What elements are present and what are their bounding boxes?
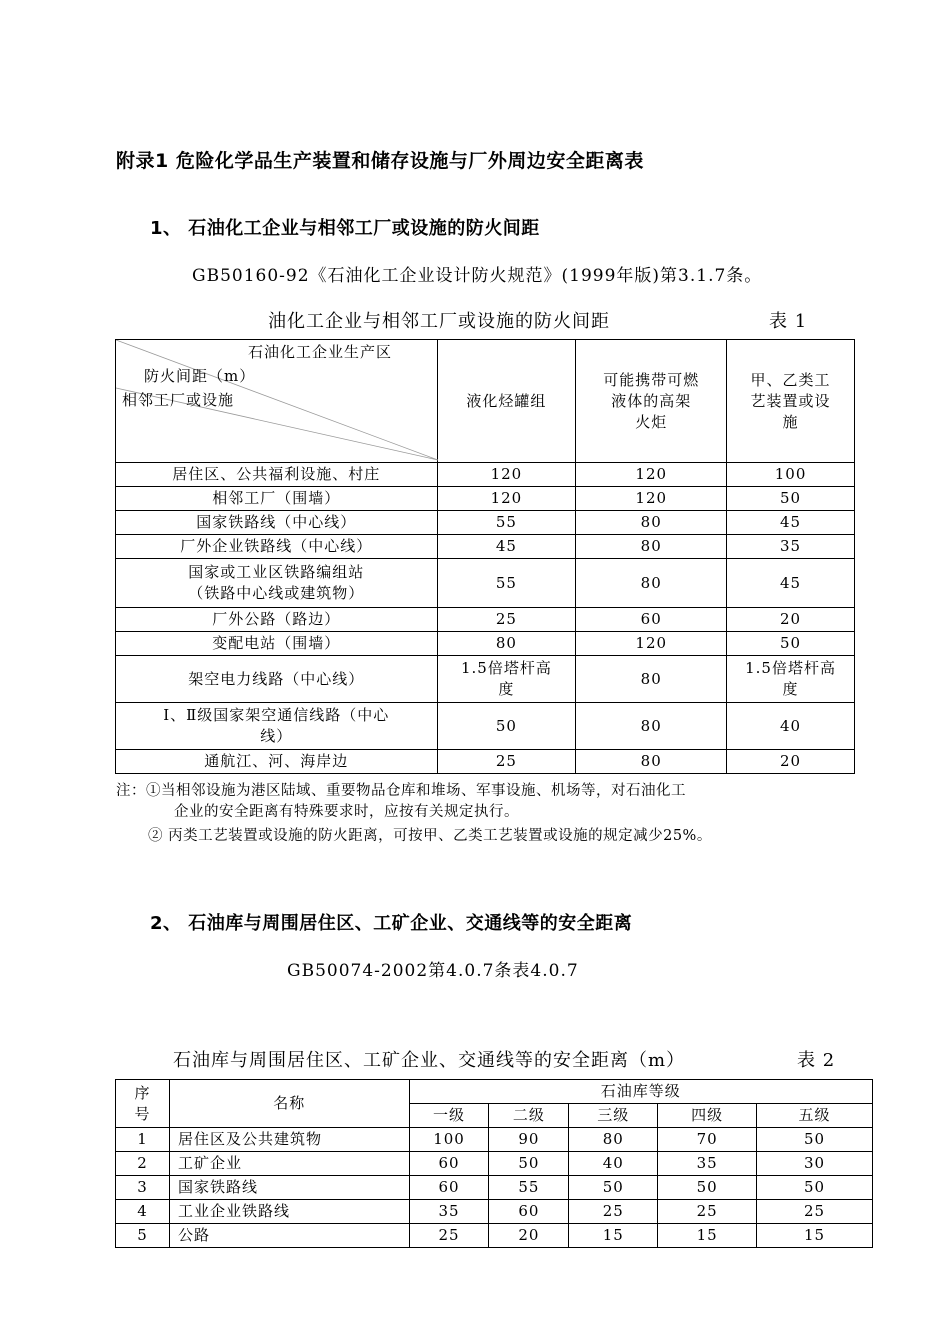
table-row <box>116 511 855 535</box>
table-cell: 25 <box>658 1200 757 1224</box>
table-cell: 工矿企业 <box>169 1152 409 1176</box>
table-cell: 40 <box>569 1152 658 1176</box>
table-cell: 25 <box>569 1200 658 1224</box>
table2-number: 表 2 <box>797 1050 836 1071</box>
table-cell: 15 <box>658 1224 757 1248</box>
table-cell <box>116 559 438 608</box>
grade-header: 石油库等级 <box>409 1080 872 1104</box>
table-cell: 80 <box>437 632 576 656</box>
table-cell: 15 <box>757 1224 873 1248</box>
appendix-title: 附录1 危险化学品生产装置和储存设施与厂外周边安全距离表 <box>116 150 644 172</box>
table-header-row <box>116 1080 873 1104</box>
table-cell: 国家铁路线 <box>169 1176 409 1200</box>
table-cell: 80 <box>576 511 727 535</box>
table-cell: 国家铁路线（中心线） <box>116 511 438 535</box>
table-cell: 45 <box>727 559 855 608</box>
cell-text-line: 施 <box>782 412 799 431</box>
table1-number: 表 1 <box>769 311 808 332</box>
grade-4-header: 四级 <box>658 1104 757 1128</box>
table-cell: 居住区、公共福利设施、村庄 <box>116 463 438 487</box>
col-header-lpg <box>437 340 576 463</box>
table-cell: 50 <box>569 1176 658 1200</box>
table-cell: 60 <box>489 1200 569 1224</box>
table-cell: 80 <box>576 656 727 703</box>
table-cell: 架空电力线路（中心线） <box>116 656 438 703</box>
cell-text-line: 度 <box>498 680 515 698</box>
cell-text-line: 1.5倍塔杆高 <box>745 659 836 677</box>
cell-text-line: 甲、乙类工 <box>750 370 831 389</box>
table-cell: 90 <box>489 1128 569 1152</box>
table-row <box>116 1176 873 1200</box>
table-row <box>116 750 855 774</box>
table-cell <box>437 656 576 703</box>
table-row <box>116 1128 873 1152</box>
table-row <box>116 608 855 632</box>
table-row <box>116 703 855 750</box>
table-cell: 20 <box>727 608 855 632</box>
table-cell: 5 <box>116 1224 170 1248</box>
table-cell: 120 <box>576 487 727 511</box>
table-cell: 70 <box>658 1128 757 1152</box>
table-row <box>116 1224 873 1248</box>
table-cell: 35 <box>727 535 855 559</box>
cell-text-line: 可能携带可燃 <box>603 370 700 389</box>
table-cell: 4 <box>116 1200 170 1224</box>
note-1-line1: 注：①当相邻设施为港区陆域、重要物品仓库和堆场、军事设施、机场等，对石油化工 <box>116 783 686 799</box>
table-cell: 120 <box>437 463 576 487</box>
table-row <box>116 656 855 703</box>
oil-depot-distance-table <box>115 1079 873 1248</box>
cell-text-line: 艺装置或设 <box>750 391 831 410</box>
cell-text-line: 号 <box>134 1104 151 1123</box>
cell-text-line: （铁路中心线或建筑物） <box>188 584 365 602</box>
table-cell: 25 <box>437 750 576 774</box>
table-cell: 居住区及公共建筑物 <box>169 1128 409 1152</box>
cell-text-line: 火炬 <box>635 412 668 431</box>
table-cell <box>116 703 438 750</box>
table-cell: 60 <box>409 1176 489 1200</box>
cell-text-line: 液体的高架 <box>611 391 692 410</box>
section2-heading: 2、 石油库与周围居住区、工矿企业、交通线等的安全距离 <box>150 913 633 934</box>
table-cell: 40 <box>727 703 855 750</box>
section2-reference: GB50074-2002第4.0.7条表4.0.7 <box>287 961 579 981</box>
table-cell: 45 <box>437 535 576 559</box>
table-cell: 80 <box>576 559 727 608</box>
table2-caption: 石油库与周围居住区、工矿企业、交通线等的安全距离（m） <box>173 1050 686 1071</box>
table-row <box>116 559 855 608</box>
table-cell: 变配电站（围墙） <box>116 632 438 656</box>
diagonal-header-cell <box>116 340 438 463</box>
table-cell: 100 <box>409 1128 489 1152</box>
table-cell: 50 <box>658 1176 757 1200</box>
cell-text-line: 1.5倍塔杆高 <box>460 659 552 677</box>
table-cell: 120 <box>576 632 727 656</box>
table-cell: 55 <box>489 1176 569 1200</box>
section1-heading: 1、 石油化工企业与相邻工厂或设施的防火间距 <box>150 218 540 239</box>
cell-text-line: 液化烃罐组 <box>466 391 547 410</box>
cell-text-line: 线） <box>260 727 293 745</box>
table-cell: 100 <box>727 463 855 487</box>
cell-text-line: Ⅰ、Ⅱ级国家架空通信线路（中心 <box>163 706 390 724</box>
table-cell: 80 <box>576 703 727 750</box>
table-cell: 50 <box>437 703 576 750</box>
table-cell: 50 <box>727 632 855 656</box>
table-cell: 55 <box>437 559 576 608</box>
table-cell: 120 <box>576 463 727 487</box>
table-cell: 3 <box>116 1176 170 1200</box>
table-cell <box>727 656 855 703</box>
table-cell: 15 <box>569 1224 658 1248</box>
table-cell: 25 <box>757 1200 873 1224</box>
table-cell: 20 <box>489 1224 569 1248</box>
grade-5-header: 五级 <box>757 1104 873 1128</box>
table-row <box>116 463 855 487</box>
table-cell: 通航江、河、海岸边 <box>116 750 438 774</box>
table-cell: 80 <box>569 1128 658 1152</box>
table-cell: 35 <box>409 1200 489 1224</box>
table-cell: 25 <box>409 1224 489 1248</box>
fire-distance-table <box>115 339 855 774</box>
table-cell: 25 <box>437 608 576 632</box>
col-header-process <box>727 340 855 463</box>
table-cell: 20 <box>727 750 855 774</box>
table1-caption: 油化工企业与相邻工厂或设施的防火间距 <box>268 311 610 332</box>
table-cell: 50 <box>757 1128 873 1152</box>
corner-mid-label: 防火间距（m） <box>144 367 256 385</box>
table-cell: 30 <box>757 1152 873 1176</box>
cell-text-line <box>116 340 437 462</box>
corner-bottom-label: 相邻工厂或设施 <box>122 391 235 409</box>
table-cell: 1 <box>116 1128 170 1152</box>
table-cell: 工业企业铁路线 <box>169 1200 409 1224</box>
table-cell: 公路 <box>169 1224 409 1248</box>
grade-2-header: 二级 <box>489 1104 569 1128</box>
table-cell: 80 <box>576 535 727 559</box>
table-cell: 50 <box>757 1176 873 1200</box>
table-cell: 120 <box>437 487 576 511</box>
table-row <box>116 1200 873 1224</box>
grade-1-header: 一级 <box>409 1104 489 1128</box>
cell-text-line: 国家或工业区铁路编组站 <box>188 563 365 581</box>
note-2: ② 丙类工艺装置或设施的防火距离，可按甲、乙类工艺装置或设施的规定减少25%。 <box>148 828 712 844</box>
table-cell: 厂外企业铁路线（中心线） <box>116 535 438 559</box>
table-cell: 2 <box>116 1152 170 1176</box>
seq-header <box>116 1080 170 1128</box>
table-cell: 45 <box>727 511 855 535</box>
table-cell: 50 <box>489 1152 569 1176</box>
table-cell: 60 <box>576 608 727 632</box>
table-cell: 厂外公路（路边） <box>116 608 438 632</box>
col-header-flare <box>576 340 727 463</box>
name-header: 名称 <box>169 1080 409 1128</box>
table-row <box>116 1152 873 1176</box>
table-cell: 35 <box>658 1152 757 1176</box>
cell-text-line: 序 <box>134 1083 151 1102</box>
table-row <box>116 487 855 511</box>
grade-3-header: 三级 <box>569 1104 658 1128</box>
corner-top-label: 石油化工企业生产区 <box>248 343 393 361</box>
note-1-line2: 企业的安全距离有特殊要求时，应按有关规定执行。 <box>174 804 519 820</box>
table-row <box>116 535 855 559</box>
section1-reference: GB50160-92《石油化工企业设计防火规范》(1999年版)第3.1.7条。 <box>192 266 763 286</box>
table-cell: 55 <box>437 511 576 535</box>
table-cell: 相邻工厂（围墙） <box>116 487 438 511</box>
cell-text-line: 度 <box>782 680 799 698</box>
table-cell: 60 <box>409 1152 489 1176</box>
table-cell: 80 <box>576 750 727 774</box>
table-cell: 50 <box>727 487 855 511</box>
table-row <box>116 632 855 656</box>
table-header-row <box>116 340 855 463</box>
